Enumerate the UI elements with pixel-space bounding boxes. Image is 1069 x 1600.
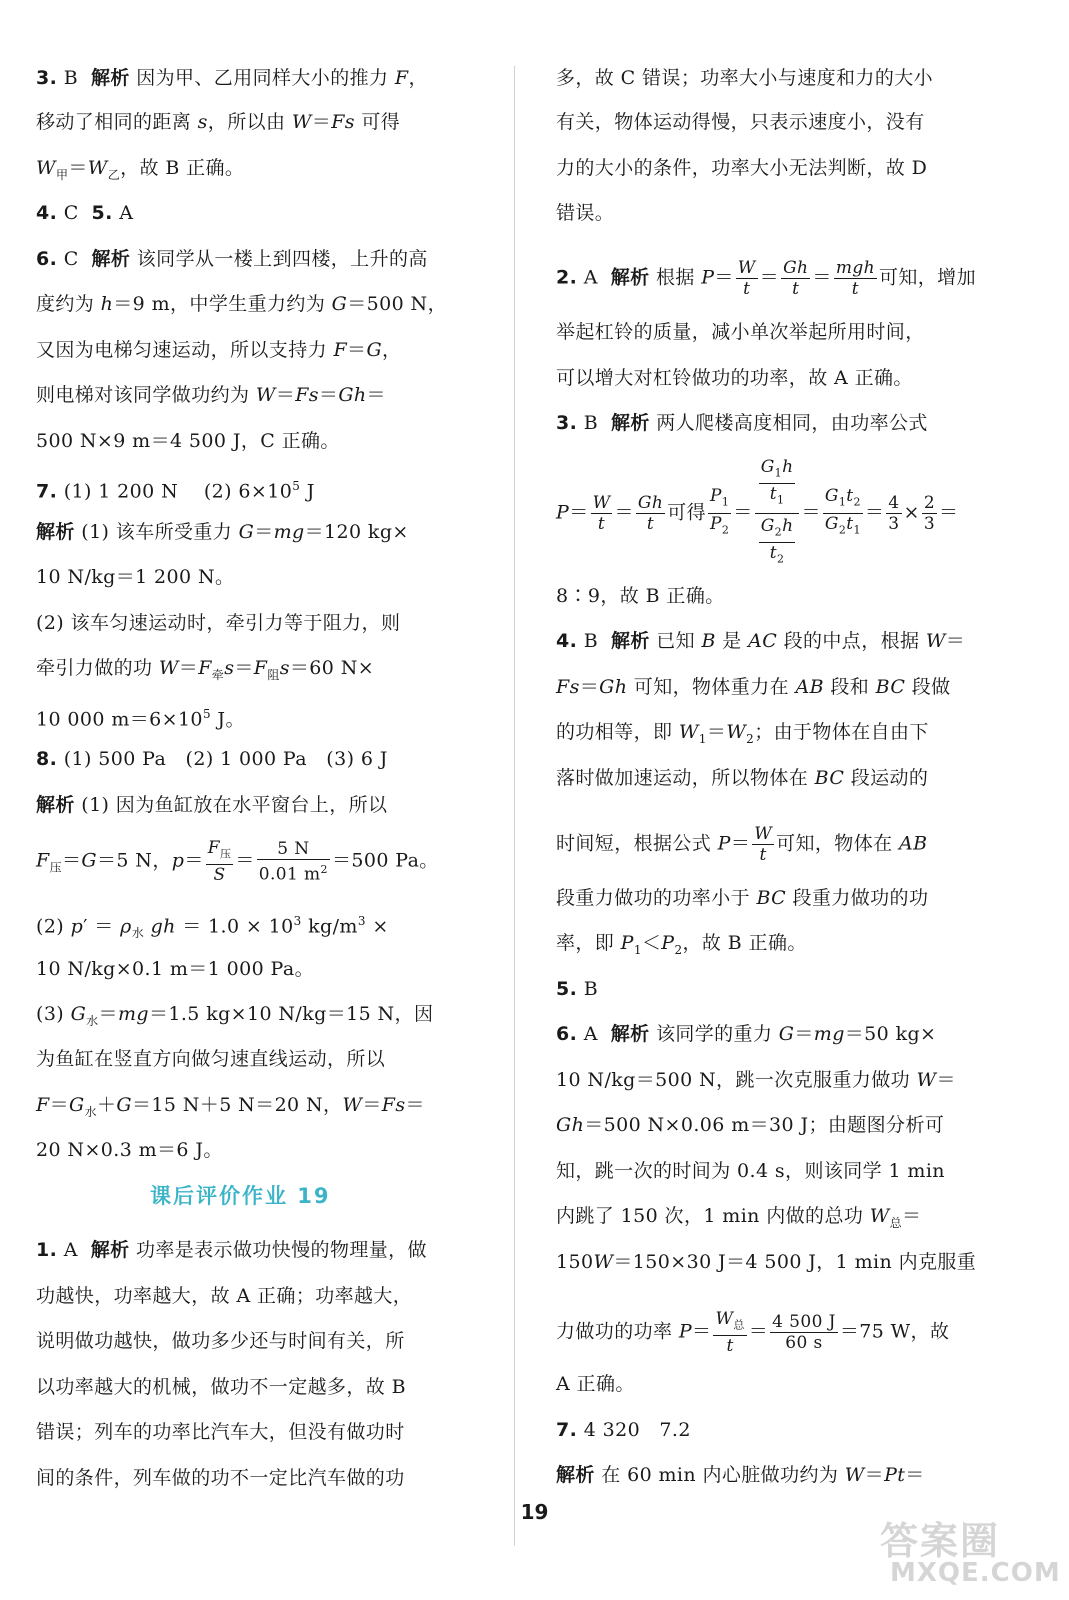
text-line: 力做功的功率 P＝ $\frac{W_总}{t}$ ＝ $\frac{4 500 J}{60 s}$ ＝75 W，故 xyxy=(556,1309,950,1357)
text-line: 10 N/kg＝500 N，跳一次克服重力做功 W＝ xyxy=(556,1069,956,1091)
fraction: $\frac{\text{mgh}}{t}$ xyxy=(835,258,875,299)
text-line: 功越快，功率越大，故 A 正确；功率越大， xyxy=(36,1285,413,1307)
watermark-text: 答案圈 xyxy=(880,1519,1001,1563)
text-line: Gh＝500 N×0.06 m＝30 J；由题图分析可 xyxy=(556,1114,945,1136)
text-line: 8. (1) 500 Pa (2) 1 000 Pa (3) 6 J xyxy=(36,748,388,770)
text-line: (3) $G_水=mg=1.5$ kg×10 N/kg＝15 N，因 xyxy=(36,1003,434,1028)
text-line: 段重力做功的功率小于 BC 段重力做功的功 xyxy=(556,887,929,909)
text-line: 错误；列车的功率比汽车大，但没有做功时 xyxy=(36,1421,405,1443)
text-line: 以功率越大的机械，做功不一定越多，故 B xyxy=(36,1376,407,1398)
fraction: $\frac{W}{t}$ xyxy=(737,258,756,299)
text-line: 8∶9，故 B 正确。 xyxy=(556,585,725,607)
text-line: 牵引力做的功 $W=F_牵s=F_阻s=60$ N× xyxy=(36,657,375,682)
text-line: 6. C 解析 该同学从一楼上到四楼，上升的高 xyxy=(36,248,428,270)
fraction: $\frac{W_总}{t}$ xyxy=(715,1309,745,1357)
text-line: 内跳了 150 次，1 min 内做的总功 $W_总=$ xyxy=(556,1205,922,1230)
fraction: $\frac{4}{3}$ xyxy=(888,492,900,534)
compound-fraction: $\frac{\frac{G_1h}{t_1}}{\frac{G_2h}{t_2}}$ xyxy=(755,457,800,570)
text-line: 10 N/kg＝1 200 N。 xyxy=(36,566,235,588)
fraction: $\frac{5 N}{0.01 m^2}$ xyxy=(258,838,328,885)
text-line: 4. C 5. A xyxy=(36,202,134,224)
watermark-url: MXQE.COM xyxy=(890,1558,1061,1588)
text-line: 5. B xyxy=(556,978,599,1000)
text-line: 10 N/kg×0.1 m＝1 000 Pa。 xyxy=(36,958,315,980)
text-line: 度约为 h＝9 m，中学生重力约为 G＝500 N， xyxy=(36,293,447,315)
text-line: 间的条件，列车做的功不一定比汽车做的功 xyxy=(36,1467,405,1489)
fraction: $\frac{4 500 J}{60 s}$ xyxy=(772,1312,836,1354)
text-line: 150W＝150×30 J＝4 500 J，1 min 内克服重 xyxy=(556,1251,977,1273)
text-line: 有关，物体运动得慢，只表示速度小，没有 xyxy=(556,111,925,133)
text-line: $W_甲=W_乙$，故 B 正确。 xyxy=(36,157,245,182)
text-line: P＝ $\frac{W}{t}$ ＝ $\frac{Gh}{t}$ 可得 $\frac{P_1}{P_2}$ ＝ $\frac{\frac{G_1h}{t_1}}{\frac{G_2h}{t_2}}$ ＝ $\frac{G_1t_2}{G_2t_1}$ ＝ $\frac{4}{3}$ × $\frac{2}{3}$ ＝ xyxy=(556,457,958,570)
text-line: 2. A 解析 根据 P＝ $\frac{W}{t}$ ＝ $\frac{Gh}{t}$ ＝ $\frac{\text{mgh}}{t}$ 可知，增加 xyxy=(556,258,976,299)
fraction: $\frac{Gh}{t}$ xyxy=(783,258,809,299)
text-line: 多，故 C 错误；功率大小与速度和力的大小 xyxy=(556,67,934,89)
text-line: 率，即 $P_1<P_2$，故 B 正确。 xyxy=(556,932,807,957)
text-line: 则电梯对该同学做功约为 W＝Fs＝Gh＝ xyxy=(36,384,386,406)
text-line: 错误。 xyxy=(556,202,615,224)
text-line: 说明做功越快，做功多少还与时间有关，所 xyxy=(36,1330,405,1352)
text-line: 的功相等，即 $W_1=W_2$；由于物体在自由下 xyxy=(556,721,929,746)
text-line: 7. 4 320 7.2 xyxy=(556,1419,691,1441)
fraction: $\frac{W}{t}$ xyxy=(592,492,611,534)
text-line: 时间短，根据公式 P＝ $\frac{W}{t}$ 可知，物体在 AB xyxy=(556,824,928,865)
text-line: 力的大小的条件，功率大小无法判断，故 D xyxy=(556,157,928,179)
text-line: 又因为电梯匀速运动，所以支持力 F＝G， xyxy=(36,339,402,361)
fraction: $\frac{2}{3}$ xyxy=(923,492,936,534)
text-line: 3. B 解析 两人爬楼高度相同，由功率公式 xyxy=(556,412,928,434)
text-line: 可以增大对杠铃做功的功率，故 A 正确。 xyxy=(556,367,913,389)
text-line: 知，跳一次的时间为 0.4 s，则该同学 1 min xyxy=(556,1160,945,1182)
text-line: (2) $p' = \rho_水$ gh ＝ $1.0 \times 10^3$ $kg/m^3$ × xyxy=(36,914,389,941)
text-line: 6. A 解析 该同学的重力 G＝mg＝50 kg× xyxy=(556,1023,937,1045)
text-line: 3. B 解析 因为甲、乙用同样大小的推力 F， xyxy=(36,67,428,89)
text-line: $F=G_水+G=15$ N＋5 N＝20 N，W＝Fs＝ xyxy=(36,1094,425,1119)
fraction: $\frac{F_压}{S}$ xyxy=(207,838,232,886)
text-line: (2) 该车匀速运动时，牵引力等于阻力，则 xyxy=(36,612,401,634)
watermark-logo xyxy=(850,1510,1060,1590)
fraction: $\frac{G_1t_2}{G_2t_1}$ xyxy=(824,486,861,537)
text-line: 500 N×9 m＝4 500 J，C 正确。 xyxy=(36,430,340,452)
page-number: 19 xyxy=(520,1500,549,1524)
text-line: 解析 在 60 min 内心脏做功约为 W＝Pt＝ xyxy=(556,1464,925,1486)
text-line: 举起杠铃的质量，减小单次举起所用时间， xyxy=(556,321,925,343)
text-line: 落时做加速运动，所以物体在 BC 段运动的 xyxy=(556,767,929,789)
text-line: 10 000 $m=6\times 10^5$ J。 xyxy=(36,707,245,731)
text-line: Fs＝Gh 可知，物体重力在 AB 段和 BC 段做 xyxy=(556,676,951,698)
text-line: A 正确。 xyxy=(556,1373,635,1395)
section-title: 课后评价作业 19 xyxy=(150,1184,331,1208)
fraction: $\frac{W}{t}$ xyxy=(754,824,773,865)
text-line: $F_压=G=5$ N，p＝ $\frac{F_压}{S}$ ＝ $\frac{5 N}{0.01 m^2}$ ＝500 Pa。 xyxy=(36,838,439,886)
text-line: 7. (1) 1 200 N (2) $6\times 10^5$ J xyxy=(36,479,315,503)
fraction: $\frac{P_1}{P_2}$ xyxy=(710,486,730,537)
text-line: 解析 (1) 该车所受重力 G＝mg＝120 kg× xyxy=(36,521,409,543)
text-line: 移动了相同的距离 s，所以由 W＝Fs 可得 xyxy=(36,111,401,133)
text-line: 为鱼缸在竖直方向做匀速直线运动，所以 xyxy=(36,1048,386,1070)
text-line: 1. A 解析 功率是表示做功快慢的物理量，做 xyxy=(36,1239,427,1261)
fraction: $\frac{Gh}{t}$ xyxy=(637,492,664,534)
text-line: 4. B 解析 已知 B 是 AC 段的中点，根据 W＝ xyxy=(556,630,966,652)
text-line: 解析 (1) 因为鱼缸放在水平窗台上，所以 xyxy=(36,794,388,816)
text-line: 20 N×0.3 m＝6 J。 xyxy=(36,1139,223,1161)
column-divider xyxy=(514,66,515,1546)
